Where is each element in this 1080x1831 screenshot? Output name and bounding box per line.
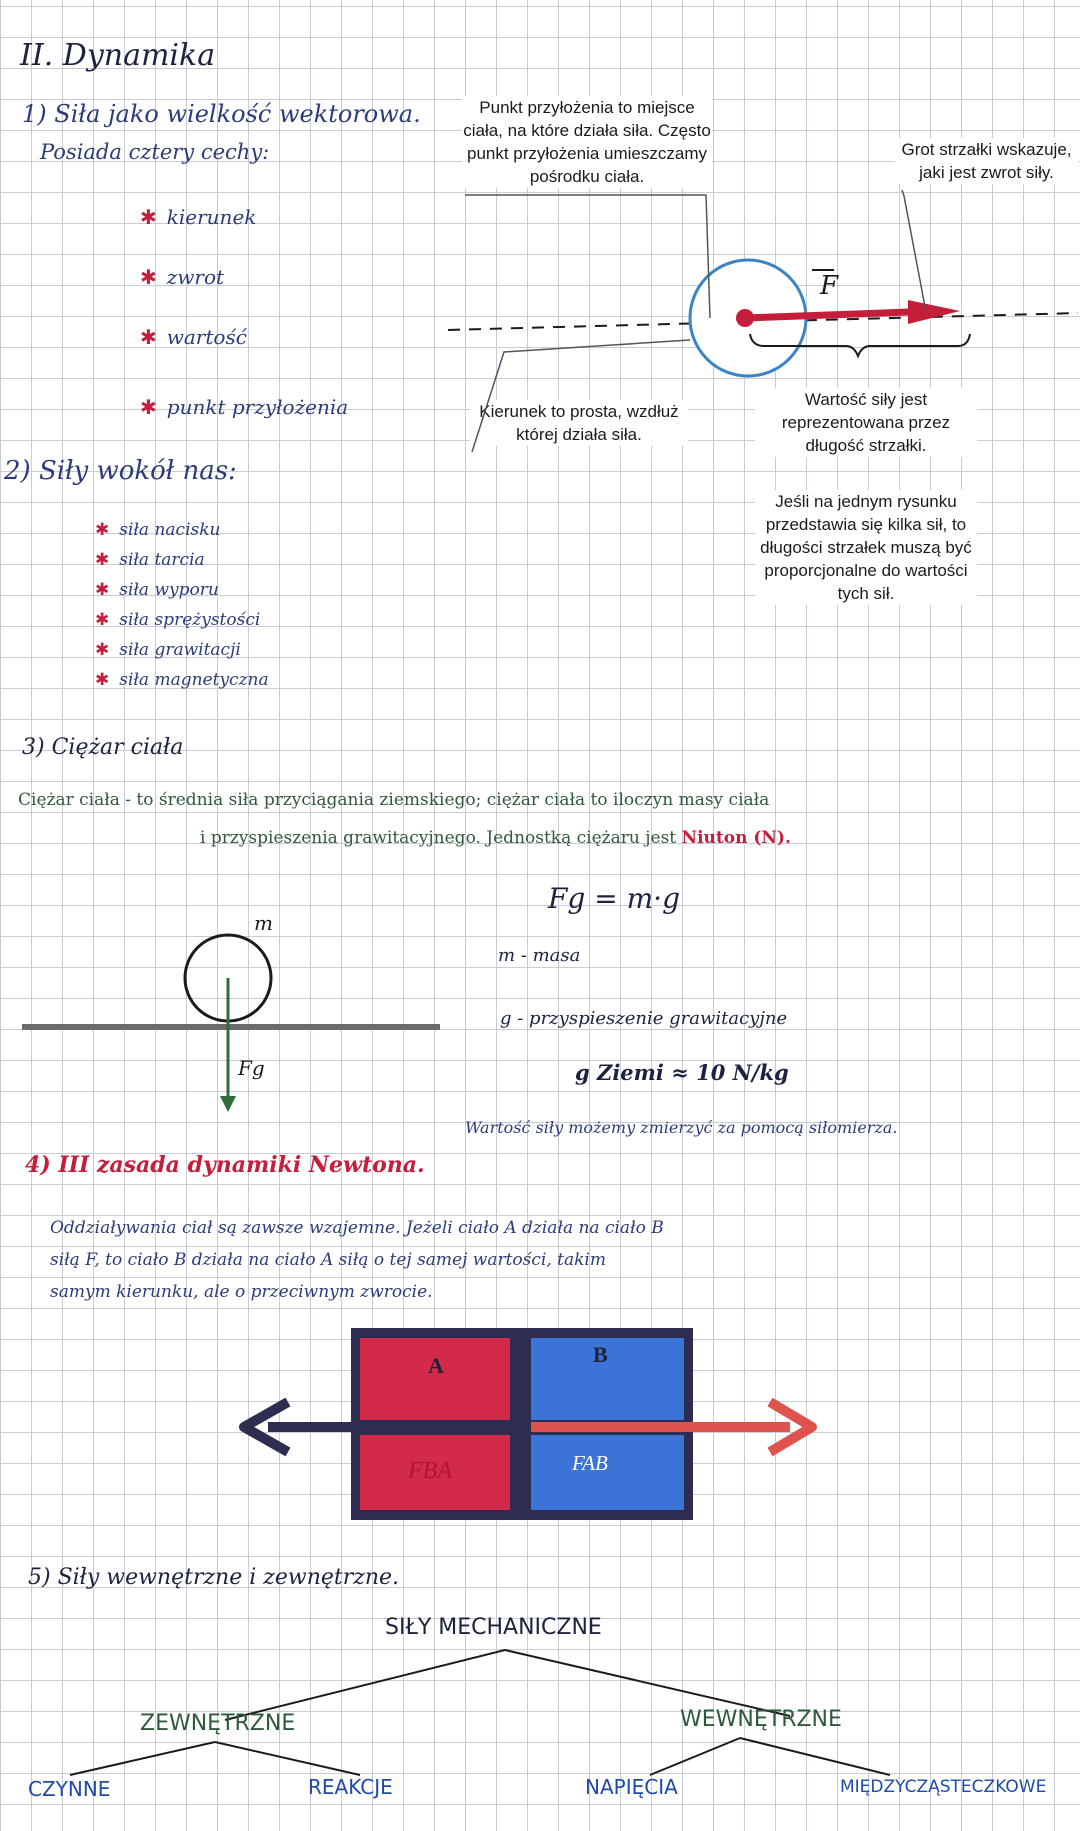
- body-b-label: B: [593, 1342, 608, 1367]
- feature-item: ✱ kierunek: [140, 205, 257, 229]
- s3-definition-line1: Ciężar ciała - to średnia siła przyciągania ziemskiego; ciężar ciała to iloczyn masy ciała: [18, 790, 770, 810]
- tree-root: SIŁY MECHANICZNE: [385, 1615, 602, 1640]
- vector-diagram: [448, 190, 1078, 452]
- s4-text-line3: samym kierunku, ale o przeciwnym zwrocie.: [50, 1282, 433, 1302]
- s3-definition-line2: i przyspieszenia grawitacyjnego. Jednostką ciężaru jest Niuton (N).: [200, 828, 791, 848]
- tree-edge: [225, 1650, 505, 1720]
- feature-item: ✱ punkt przyłożenia: [140, 395, 349, 419]
- callout-arrowhead: Grot strzałki wskazuje, jaki jest zwrot siły.: [895, 138, 1078, 184]
- tree-leaf: CZYNNE: [28, 1777, 111, 1801]
- gravity-definition: g - przyspieszenie grawitacyjne: [500, 1008, 788, 1029]
- tree-leaf: REAKCJE: [308, 1775, 393, 1799]
- newton-third-law-diagram: [244, 1328, 812, 1520]
- asterisk-icon: ✱: [95, 550, 110, 570]
- s1-subtitle: Posiada cztery cechy:: [40, 140, 270, 164]
- asterisk-icon: ✱: [95, 640, 110, 660]
- s5-title: 5) Siły wewnętrzne i zewnętrzne.: [28, 1565, 400, 1590]
- weight-diagram: [22, 911, 440, 1112]
- unit-newton: Niuton (N).: [681, 828, 791, 848]
- s4-note: Wartość siły możemy zmierzyć za pomocą siłomierza.: [465, 1118, 898, 1137]
- force-ba-label: FBA: [408, 1458, 452, 1484]
- leader-arrowhead: [902, 190, 926, 312]
- force-list-item: ✱ siła wyporu: [95, 580, 219, 600]
- asterisk-icon: ✱: [140, 325, 157, 349]
- tree-leaf: MIĘDZYCZĄSTECZKOWE: [840, 1777, 1047, 1797]
- force-ab-label: FAB: [572, 1451, 608, 1475]
- force-list-item: ✱ siła magnetyczna: [95, 670, 269, 690]
- tree-edge: [215, 1742, 360, 1775]
- feature-item: ✱ wartość: [140, 325, 247, 349]
- callout-direction: Kierunek to prosta, wzdłuż której działa siła.: [470, 400, 688, 446]
- callout-value: Wartość siły jest reprezentowana przez długość strzałki.: [755, 388, 977, 457]
- s1-title: 1) Siła jako wielkość wektorowa.: [22, 100, 421, 128]
- tree-node-internal: WEWNĘTRZNE: [680, 1707, 842, 1732]
- force-list-item: ✱ siła grawitacji: [95, 640, 241, 660]
- force-list-item: ✱ siła nacisku: [95, 520, 221, 540]
- weight-formula: Fg = m·g: [548, 882, 680, 915]
- feature-item: ✱ zwrot: [140, 265, 225, 289]
- asterisk-icon: ✱: [95, 520, 110, 540]
- tree-labels: [28, 1615, 1046, 1801]
- leader-direction: [472, 340, 690, 452]
- tree-edge: [650, 1738, 740, 1775]
- mass-label: m: [254, 911, 273, 935]
- force-arrowhead: [908, 300, 960, 324]
- leader-point: [465, 195, 710, 318]
- s4-text-line1: Oddziaływania ciał są zawsze wzajemne. Jeżeli ciało A działa na ciało B: [50, 1218, 664, 1238]
- asterisk-icon: ✱: [140, 265, 157, 289]
- weight-label: Fg: [238, 1056, 265, 1080]
- asterisk-icon: ✱: [95, 670, 110, 690]
- mass-definition: m - masa: [498, 945, 581, 966]
- tree-edge: [70, 1742, 215, 1775]
- body-a-label: A: [428, 1353, 444, 1378]
- point-of-application-dot: [736, 309, 754, 327]
- force-list-item: ✱ siła tarcia: [95, 550, 205, 570]
- callout-point-of-application: Punkt przyłożenia to miejsce ciała, na które działa siła. Często punkt przyłożenia umieszczamy pośrodku ciała.: [463, 98, 711, 186]
- s2-title: 2) Siły wokół nas:: [4, 456, 237, 486]
- section-heading: II. Dynamika: [20, 38, 216, 73]
- tree-node-external: ZEWNĘTRZNE: [140, 1711, 296, 1736]
- s4-text-line2: siłą F, to ciało B działa na ciało A siłą o tej samej wartości, takim: [50, 1250, 606, 1270]
- asterisk-icon: ✱: [95, 580, 110, 600]
- s3-title: 3) Ciężar ciała: [22, 735, 184, 760]
- vector-label: F: [820, 271, 839, 301]
- body-a-top: [360, 1338, 510, 1420]
- weight-arrowhead: [220, 1096, 236, 1112]
- tree-edge: [740, 1738, 890, 1775]
- asterisk-icon: ✱: [140, 395, 157, 419]
- asterisk-icon: ✱: [140, 205, 157, 229]
- gravity-value: g Ziemi ≈ 10 N/kg: [575, 1060, 789, 1085]
- tree-leaf: NAPIĘCIA: [585, 1775, 678, 1799]
- force-list-item: ✱ siła sprężystości: [95, 610, 261, 630]
- asterisk-icon: ✱: [95, 610, 110, 630]
- s4-title: 4) III zasada dynamiki Newtona.: [25, 1152, 425, 1178]
- callout-multiple-forces: Jeśli na jednym rysunku przedstawia się kilka sił, to długości strzałek muszą być proporcjonalne do wartości tych sił.: [755, 490, 977, 605]
